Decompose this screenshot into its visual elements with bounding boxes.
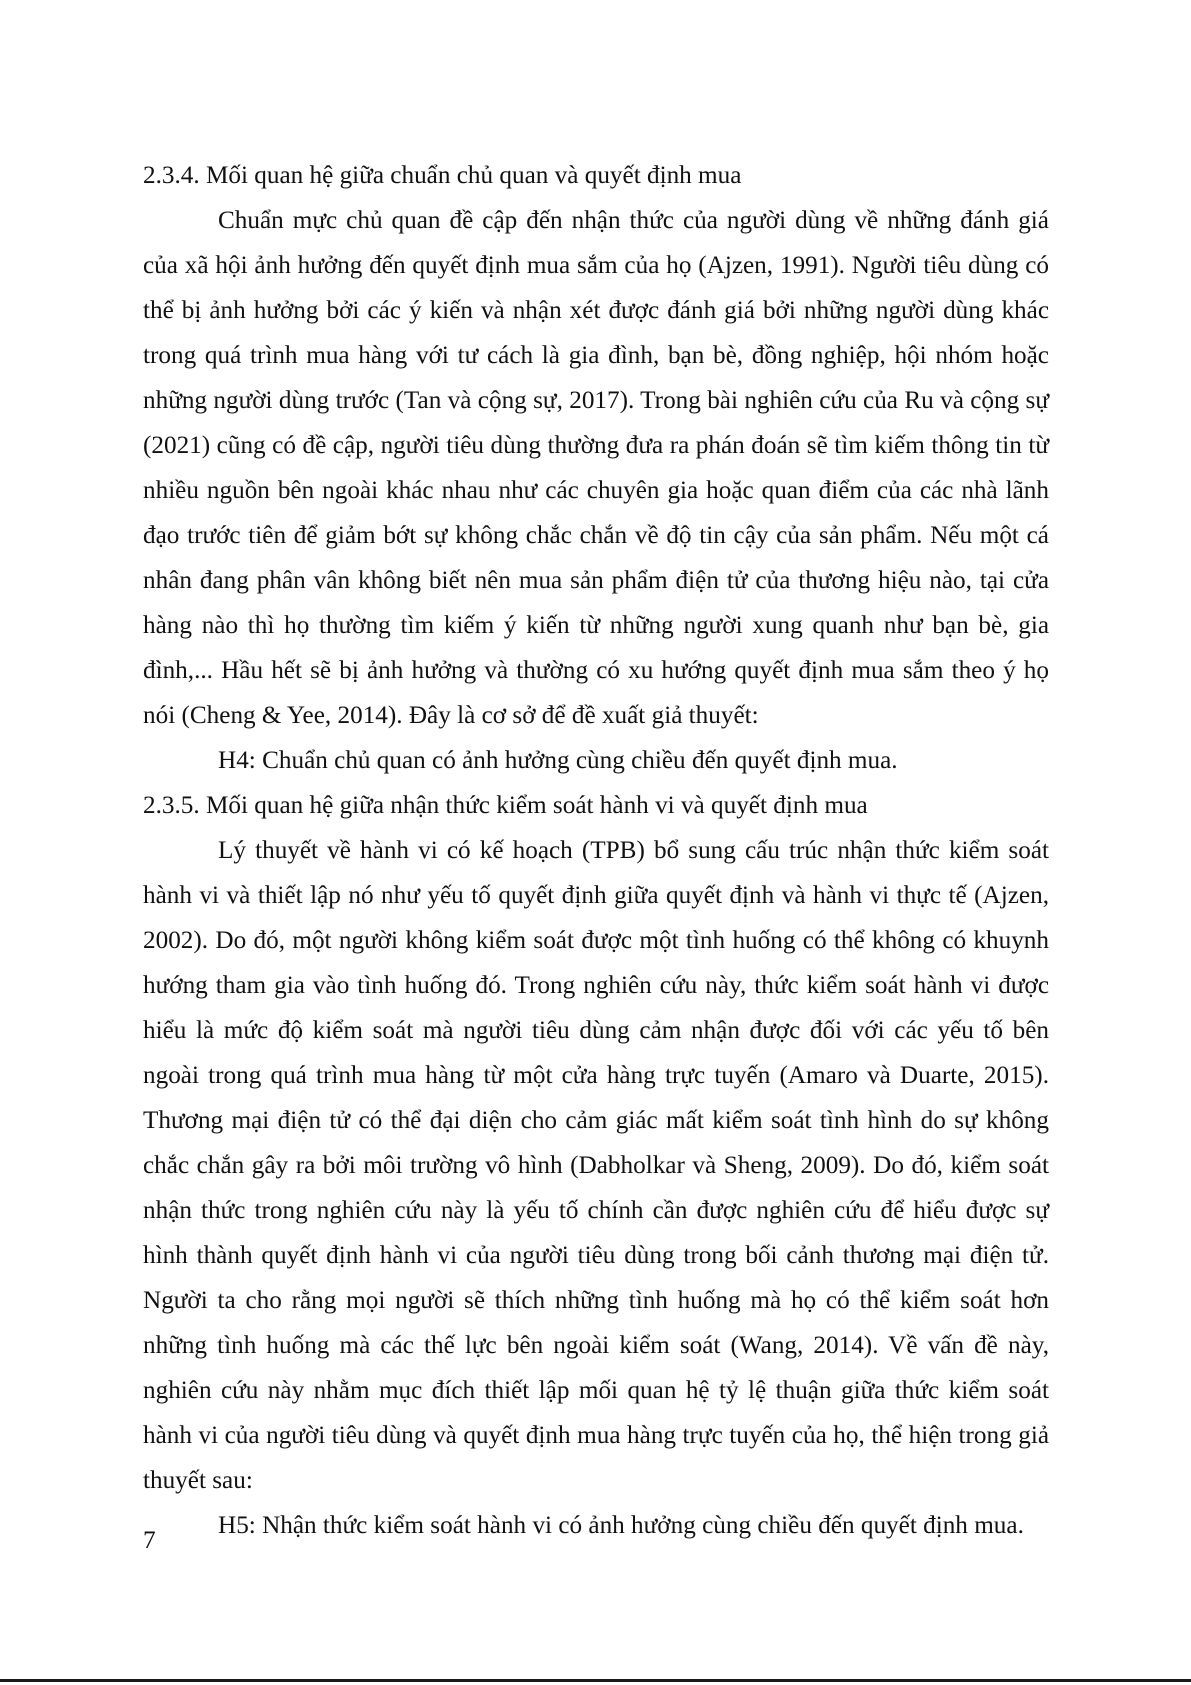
hypothesis-h5: H5: Nhận thức kiểm soát hành vi có ảnh hưởng cùng chiều đến quyết định mua. (218, 1512, 1024, 1539)
page-content (143, 153, 1049, 1548)
section-paragraph-2-3-5: Lý thuyết về hành vi có kế hoạch (TPB) bổ sung cấu trúc nhận thức kiểm soát hành vi và thiết lập nó như yếu tố quyết định giữa quyết định và hành vi thực tế (Ajzen, 2002). Do đó, một người không kiểm soát được một tình huống có thể không có khuynh hướng tham gia vào tình huống đó. Trong nghiên cứu này, thức kiểm soát hành vi được hiểu là mức độ kiểm soát mà người tiêu dùng cảm nhận được đối với các yếu tố bên ngoài trong quá trình mua hàng từ một cửa hàng trực tuyến (Amaro và Duarte, 2015). Thương mại điện tử có thể đại diện cho cảm giác mất kiểm soát tình hình do sự không chắc chắn gây ra bởi môi trường vô hình (Dabholkar và Sheng, 2009). Do đó, kiểm soát nhận thức trong nghiên cứu này là yếu tố chính cần được nghiên cứu để hiểu được sự hình thành quyết định hành vi của người tiêu dùng trong bối cảnh thương mại điện tử. Người ta cho rằng mọi người sẽ thích những tình huống mà họ có thể kiểm soát hơn những tình huống mà các thế lực bên ngoài kiểm soát (Wang, 2014). Về vấn đề này, nghiên cứu này nhằm mục đích thiết lập mối quan hệ tỷ lệ thuận giữa thức kiểm soát hành vi của người tiêu dùng và quyết định mua hàng trực tuyến của họ, thể hiện trong giả thuyết sau: (143, 837, 1049, 1494)
section-paragraph-2-3-4: Chuẩn mực chủ quan đề cập đến nhận thức của người dùng về những đánh giá của xã hội ảnh hưởng đến quyết định mua sắm của họ (Ajzen, 1991). Người tiêu dùng có thể bị ảnh hưởng bởi các ý kiến và nhận xét được đánh giá bởi những người dùng khác trong quá trình mua hàng với tư cách là gia đình, bạn bè, đồng nghiệp, hội nhóm hoặc những người dùng trước (Tan và cộng sự, 2017). Trong bài nghiên cứu của Ru và cộng sự (2021) cũng có đề cập, người tiêu dùng thường đưa ra phán đoán sẽ tìm kiếm thông tin từ nhiều nguồn bên ngoài khác nhau như các chuyên gia hoặc quan điểm của các nhà lãnh đạo trước tiên để giảm bớt sự không chắc chắn về độ tin cậy của sản phẩm. Nếu một cá nhân đang phân vân không biết nên mua sản phẩm điện tử của thương hiệu nào, tại cửa hàng nào thì họ thường tìm kiếm ý kiến từ những người xung quanh như bạn bè, gia đình,... Hầu hết sẽ bị ảnh hưởng và thường có xu hướng quyết định mua sắm theo ý họ nói (Cheng & Yee, 2014). Đây là cơ sở để đề xuất giả thuyết: (143, 207, 1049, 729)
page-number: 7 (143, 1527, 156, 1554)
section-heading-2-3-5: 2.3.5. Mối quan hệ giữa nhận thức kiểm soát hành vi và quyết định mua (143, 792, 868, 819)
section-heading-2-3-4: 2.3.4. Mối quan hệ giữa chuẩn chủ quan và quyết định mua (143, 162, 742, 189)
page-bottom-border (0, 1679, 1191, 1682)
hypothesis-h4: H4: Chuẩn chủ quan có ảnh hưởng cùng chiều đến quyết định mua. (218, 747, 898, 774)
